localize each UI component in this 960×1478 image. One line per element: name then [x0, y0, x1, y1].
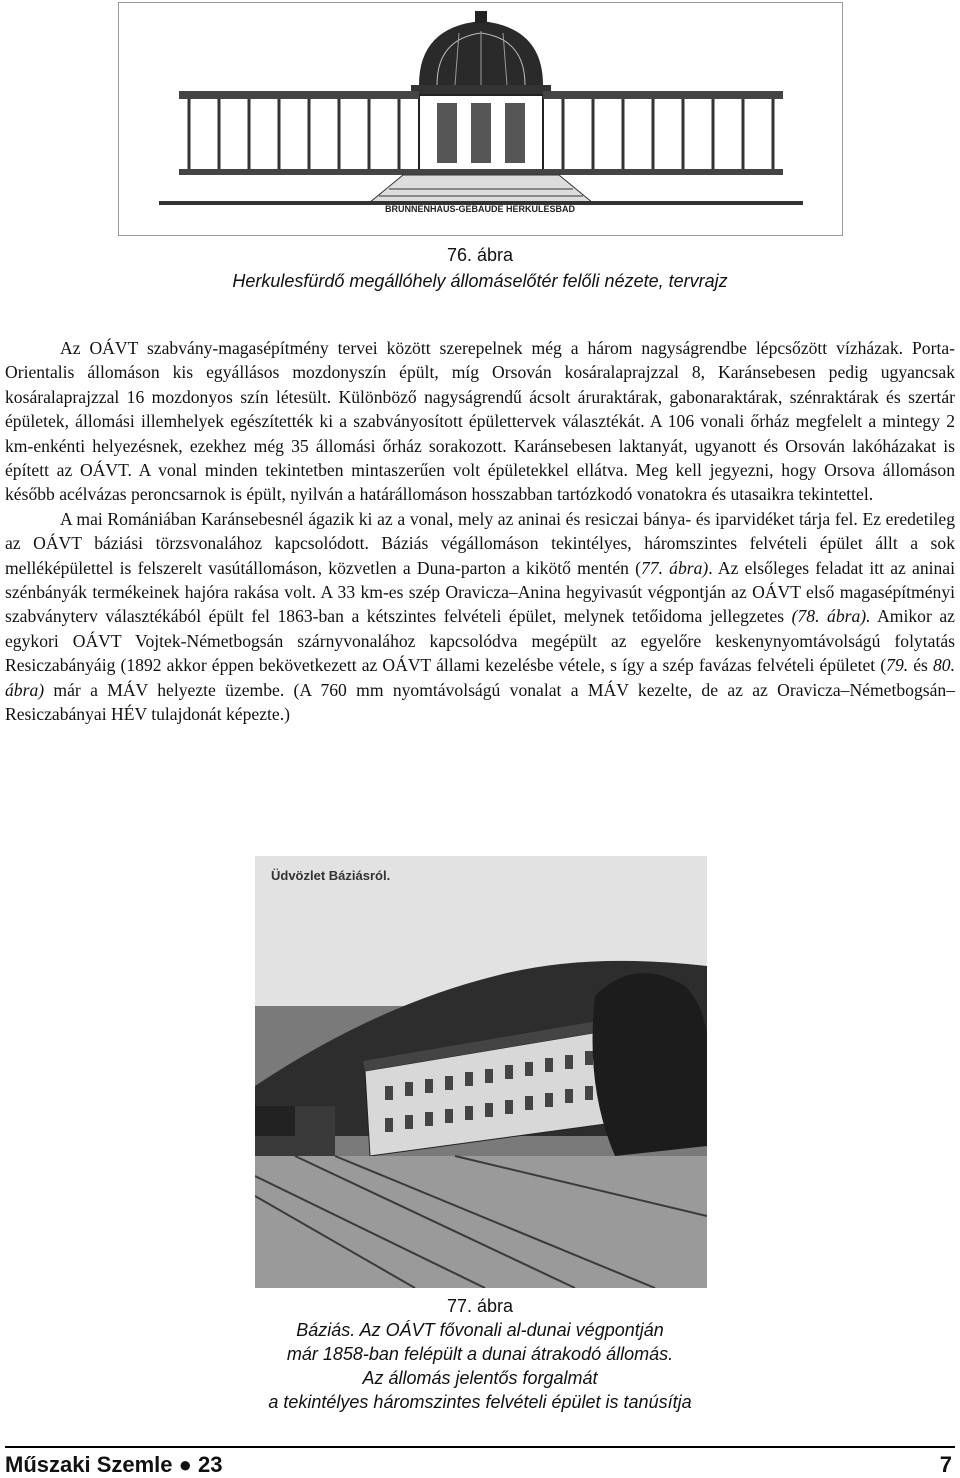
figure-76-number: 76. ábra: [446, 245, 514, 265]
figure-ref-78: (78. ábra).: [791, 606, 871, 627]
paragraph-2-text-e: már a MÁV helyezte üzembe. (A 760 mm nyomtávolságú vonalat a MÁV kezelte, de az az Oravicza–Németbogsán–Resiczabányai HÉV tulajdonát képezte.): [5, 679, 955, 725]
page-number: 7: [939, 1452, 952, 1477]
figure-76-drawing: [118, 2, 843, 236]
article-body: [5, 336, 955, 727]
figure-77-caption-line-2: már 1858-ban felépült a dunai átrakodó állomás.: [286, 1344, 674, 1364]
drawing-caption: BRUNNENHAUS-GEBÄUDE HERKULESBAD: [384, 204, 575, 214]
figure-77-number: 77. ábra: [446, 1296, 514, 1316]
paragraph-1: Az OÁVT szabvány-magasépítmény tervei között szerepelnek még a három nagyságrendbe lépcsőzött vízházak. Porta-Orientalis állomáson kis egyállásos mozdonyszín épült, míg Orsován kosáralaprajzzal 8, Karánsebesen pedig ugyancsak kosáralaprajzzal 16 mozdonyos szín létesült. Különböző nagyságrendű ácsolt áruraktárak, gabonaraktárak, szénraktárak és szertár épületek, állomási illemhelyek egészítették ki a szabványosított épülettervek választékát. A 106 vonali őrház megfelelt a mintegy 2 km-enkénti helyezésnek, ezekhez még 35 állomási őrház sorakozott. Karánsebesen laktanyát, ugyanott és Orsován lakóházakat is épített az OÁVT. A vonal minden tekintetben mintaszerűen volt épületekkel ellátva. Meg kell jegyezni, hogy Orsova állomáson később acélvázas peroncsarnok is épült, nyilván a határállomáson hosszabban tartózkodó vonatokra és utasaikra tekintettel.: [5, 338, 955, 505]
figure-76-title: Herkulesfürdő megállóhely állomáselőtér felőli nézete, tervrajz: [232, 271, 728, 291]
footer-rule: [5, 1446, 955, 1448]
paragraph-2-text-d: és: [908, 655, 933, 676]
figure-ref-80: 80. ábra): [5, 655, 955, 700]
pavilion-drawing: [119, 3, 842, 235]
paragraph-2: [5, 507, 955, 727]
paragraph-2-text-a: A mai Romániában Karánsebesnél ágazik ki az a vonal, mely az aninai és resiczai bánya- és iparvidéket tárja fel. Ez eredetileg az OÁVT báziási törzsvonalához kapcsolódott. Báziás végállomáson tekintélyes, háromszintes felvételi épület állt a sok melléképülettel is felszerelt vasútállomáson, közvetlen a Duna-parton a kikötő mentén (: [5, 508, 955, 578]
figure-ref-77: 77. ábra): [640, 557, 709, 578]
figure-77-caption-line-1: Báziás. Az OÁVT fővonali al-dunai végpontján: [296, 1320, 664, 1340]
figure-77-photo: [255, 856, 707, 1288]
figure-77-caption-line-3: Az állomás jelentős forgalmát: [362, 1368, 598, 1388]
journal-title: Műszaki Szemle ● 23: [5, 1452, 223, 1477]
bazias-station-photo: [255, 856, 707, 1288]
figure-ref-79: 79.: [886, 655, 909, 676]
paragraph-2-text-b: . Az elsőleges feladat itt az aninai szénbányák termékeinek hajóra rakása volt. A 33 km-es szép Oravicza–Anina hegyivasút végpontján az OÁVT első magasépítményi szabványterv választékából épült fel 1863-ban a kétszintes felvételi épület, melynek tetőidoma jellegzetes: [5, 557, 956, 627]
figure-77-caption-line-4: a tekintélyes háromszintes felvételi épület is tanúsítja: [268, 1392, 692, 1412]
paragraph-2-text-c: Amikor az egykori OÁVT Vojtek-Németbogsán szárnyvonalához kapcsolódva megépült az egyelőre keskenynyomtávolságú folytatás Resiczabányáig (1892 akkor éppen bekövetkezett az OÁVT állami kezelésbe vétele, s így a szép favázas felvételi épületet (: [5, 606, 955, 676]
photo-caption: Üdvözlet Báziásról.: [271, 868, 391, 883]
